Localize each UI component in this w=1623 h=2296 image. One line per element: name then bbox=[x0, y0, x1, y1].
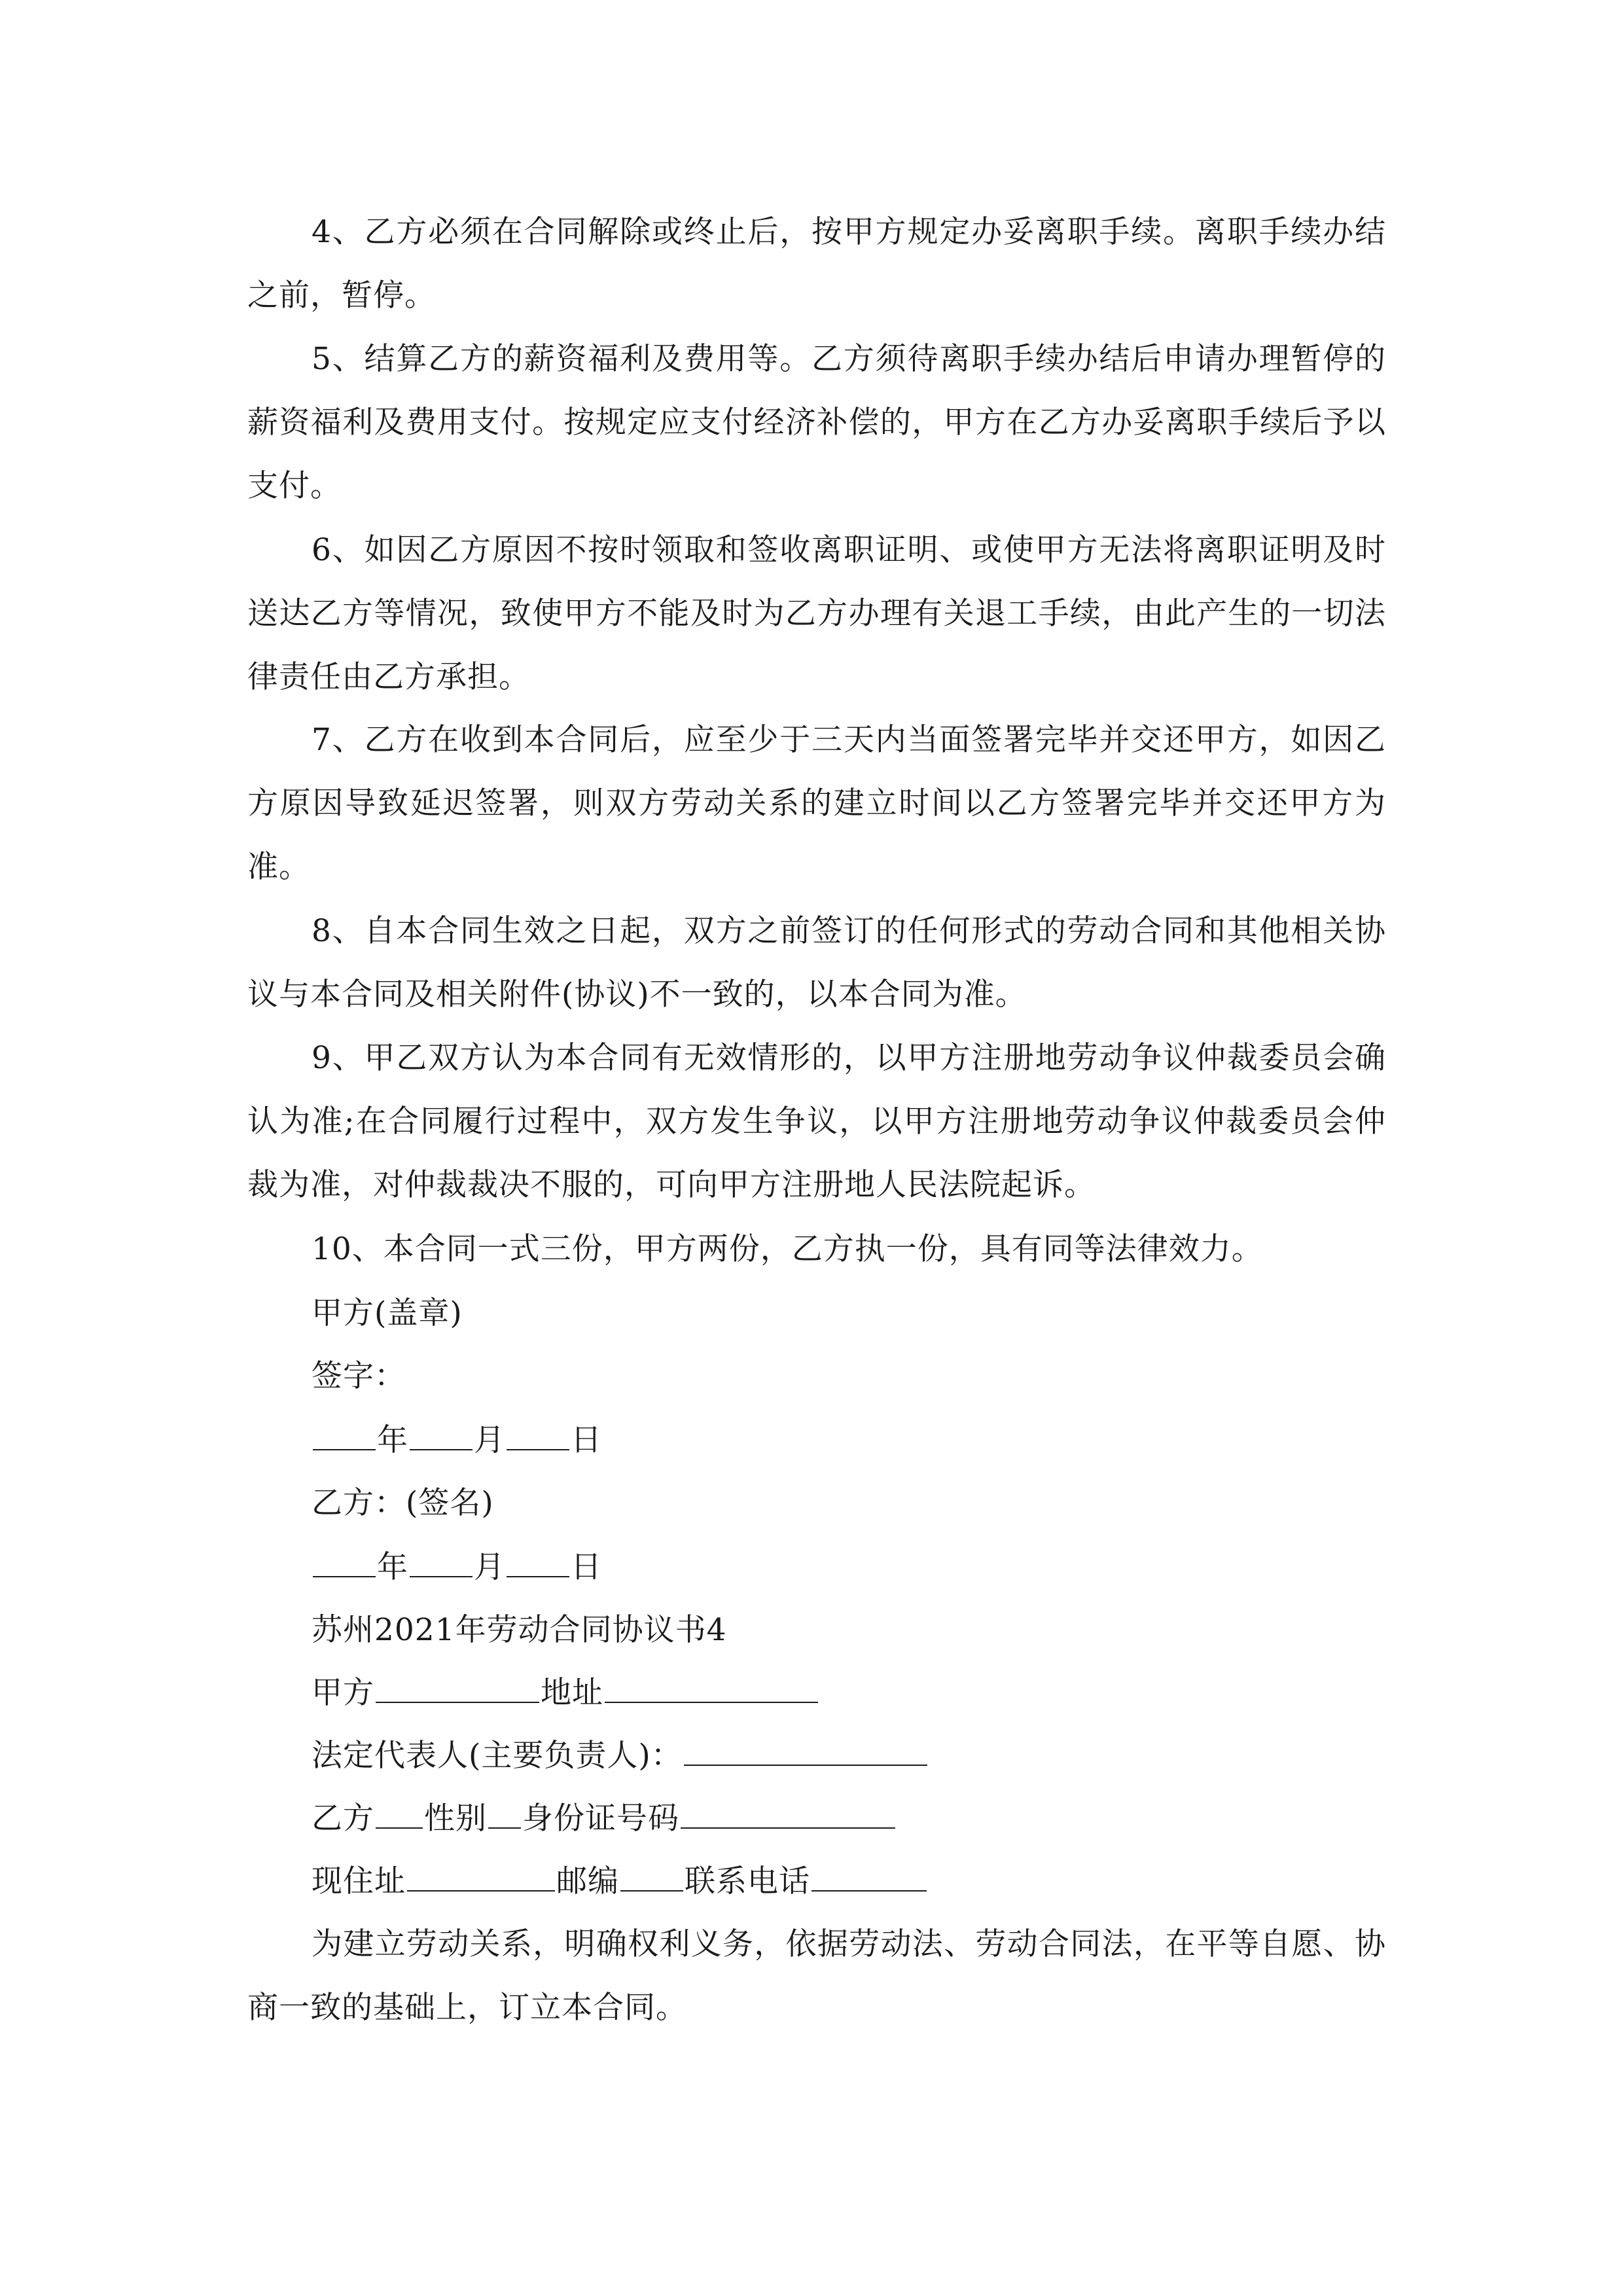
legal-rep-blank[interactable] bbox=[684, 1727, 927, 1766]
id-number-label: 身份证号码 bbox=[522, 1801, 679, 1837]
signature-line bbox=[312, 1344, 406, 1408]
year-label: 年 bbox=[377, 1422, 408, 1458]
party-a-seal-label: 甲方(盖章) bbox=[312, 1295, 463, 1331]
day-label: 日 bbox=[571, 1422, 602, 1458]
clause-7: 7、乙方在收到本合同后，应至少于三天内当面签署完毕并交还甲方，如因乙方原因导致延迟签署，则双方劳动关系的建立时间以乙方签署完毕并交还甲方为准。 bbox=[247, 722, 1386, 885]
sign-label: 签字： bbox=[312, 1358, 406, 1394]
address-label: 地址 bbox=[541, 1675, 603, 1711]
postcode-blank[interactable] bbox=[620, 1852, 683, 1892]
party-b-label: 乙方 bbox=[312, 1801, 374, 1837]
clause-5: 5、结算乙方的薪资福利及费用等。乙方须待离职手续办结后申请办理暂停的薪资福利及费用支付。按规定应支付经济补偿的，甲方在乙方办妥离职手续后予以支付。 bbox=[247, 341, 1386, 504]
legal-rep-label: 法定代表人(主要负责人)： bbox=[312, 1738, 683, 1774]
gender-label: 性别 bbox=[424, 1801, 487, 1837]
month-blank[interactable] bbox=[410, 1411, 473, 1450]
agreement-title bbox=[312, 1598, 727, 1662]
contact-line bbox=[312, 1850, 928, 1913]
id-number-blank[interactable] bbox=[681, 1789, 895, 1829]
postcode-label: 邮编 bbox=[556, 1863, 619, 1899]
year-blank[interactable] bbox=[313, 1411, 376, 1450]
current-address-label: 现住址 bbox=[312, 1863, 406, 1899]
clause-4: 4、乙方必须在合同解除或终止后，按甲方规定办妥离职手续。离职手续办结之前，暂停。 bbox=[247, 214, 1386, 314]
party-a-seal bbox=[312, 1282, 463, 1345]
party-a-blank[interactable] bbox=[376, 1664, 539, 1703]
year-blank[interactable] bbox=[313, 1538, 376, 1577]
clause-8: 8、自本合同生效之日起，双方之前签订的任何形式的劳动合同和其他相关协议与本合同及相关附件(协议)不一致的，以本合同为准。 bbox=[247, 913, 1386, 1013]
phone-label: 联系电话 bbox=[685, 1863, 810, 1899]
current-address-blank[interactable] bbox=[407, 1852, 555, 1892]
party-b-line bbox=[312, 1787, 897, 1850]
intro-paragraph: 为建立劳动关系，明确权利义务，依据劳动法、劳动合同法，在平等自愿、协商一致的基础上，订立本合同。 bbox=[247, 1926, 1386, 2026]
day-label: 日 bbox=[571, 1549, 602, 1585]
party-a-address-line bbox=[312, 1661, 819, 1725]
party-b-sign bbox=[312, 1471, 494, 1535]
phone-blank[interactable] bbox=[812, 1852, 927, 1892]
date-line-a bbox=[312, 1408, 602, 1472]
clause-10: 10、本合同一式三份，甲方两份，乙方执一份，具有同等法律效力。 bbox=[312, 1231, 1263, 1267]
party-b-sign-label: 乙方：(签名) bbox=[312, 1485, 494, 1521]
year-label: 年 bbox=[377, 1549, 408, 1585]
month-label: 月 bbox=[474, 1422, 505, 1458]
month-blank[interactable] bbox=[410, 1538, 473, 1577]
agreement-title-text: 苏州2021年劳动合同协议书4 bbox=[312, 1612, 727, 1648]
clause-6: 6、如因乙方原因不按时领取和签收离职证明、或使甲方无法将离职证明及时送达乙方等情况，致使甲方不能及时为乙方办理有关退工手续，由此产生的一切法律责任由乙方承担。 bbox=[247, 532, 1386, 695]
legal-rep-line bbox=[312, 1724, 929, 1787]
day-blank[interactable] bbox=[507, 1538, 569, 1577]
party-b-blank[interactable] bbox=[376, 1789, 423, 1829]
month-label: 月 bbox=[474, 1549, 505, 1585]
day-blank[interactable] bbox=[507, 1411, 569, 1450]
party-a-label: 甲方 bbox=[312, 1675, 374, 1711]
date-line-b bbox=[312, 1535, 602, 1599]
clause-9: 9、甲乙双方认为本合同有无效情形的，以甲方注册地劳动争议仲裁委员会确认为准;在合同履行过程中，双方发生争议，以甲方注册地劳动争议仲裁委员会仲裁为准，对仲裁裁决不服的，可向甲方注册地人民法院起诉。 bbox=[247, 1040, 1386, 1203]
address-blank[interactable] bbox=[605, 1664, 818, 1703]
gender-blank[interactable] bbox=[488, 1789, 521, 1829]
